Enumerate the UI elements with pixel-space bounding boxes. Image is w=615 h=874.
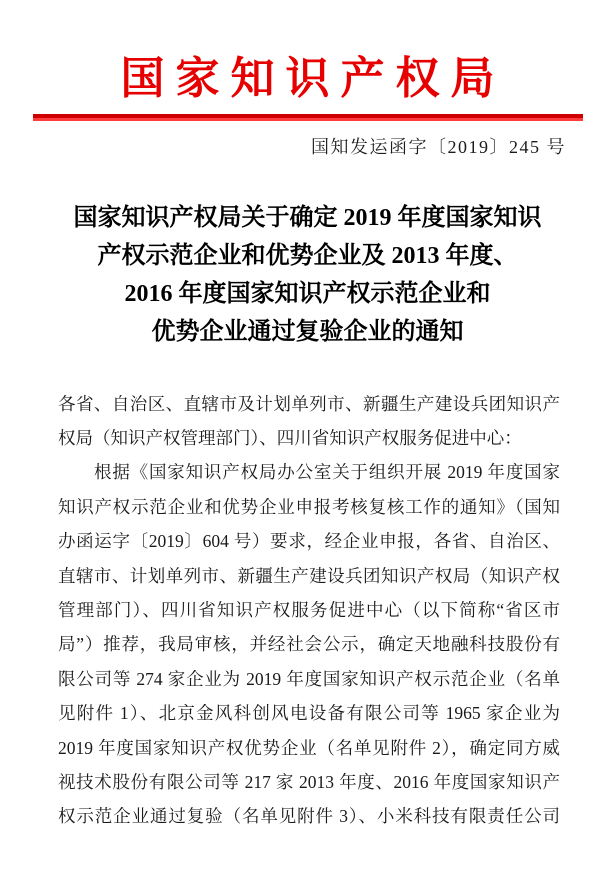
notice-title-line: 2016 年度国家知识产权示范企业和 — [124, 280, 491, 307]
body-text-line: 知识产权示范企业和优势企业申报考核复核工作的通知》（国知 — [58, 496, 560, 517]
notice-body — [58, 387, 560, 834]
document-reference-number: 国知发运函字〔2019〕245 号 — [311, 136, 566, 157]
body-text-line: 办函运字〔2019〕604 号）要求，经企业申报，各省、自治区、 — [58, 531, 560, 552]
notice-title-line: 国家知识产权局关于确定 2019 年度国家知识 — [73, 204, 542, 231]
body-text-line: 管理部门）、四川省知识产权服务促进中心（以下简称“省区市 — [58, 600, 560, 621]
body-text-line: 2019 年度国家知识产权优势企业（名单见附件 2），确定同方威 — [58, 737, 560, 758]
body-text-line: 直辖市、计划单列市、新疆生产建设兵团知识产权局（知识产权 — [58, 565, 560, 586]
body-text-line: 视技术股份有限公司等 217 家 2013 年度、2016 年度国家知识产 — [58, 772, 560, 793]
notice-title-line: 优势企业通过复验企业的通知 — [151, 318, 464, 345]
body-text-line: 权局（知识产权管理部门）、四川省知识产权服务促进中心： — [58, 428, 522, 448]
body-text-line: 根据《国家知识产权局办公室关于组织开展 2019 年度国家 — [94, 462, 560, 483]
body-text-line: 限公司等 274 家企业为 2019 年度国家知识产权示范企业（名单 — [58, 668, 560, 689]
body-text-line: 局”）推荐，我局审核，并经社会公示，确定天地融科技股份有 — [58, 634, 560, 655]
body-text-line: 权示范企业通过复验（名单见附件 3）、小米科技有限责任公司 — [58, 806, 560, 827]
notice-title — [0, 199, 615, 351]
notice-title-line: 产权示范企业和优势企业及 2013 年度、 — [97, 242, 518, 269]
body-text-line: 各省、自治区、直辖市及计划单列市、新疆生产建设兵团知识产 — [58, 393, 560, 414]
body-text-line: 见附件 1）、北京金风科创风电设备有限公司等 1965 家企业为 — [58, 703, 560, 724]
red-header-rule — [33, 114, 583, 121]
agency-red-header-title: 国家知识产权局 — [120, 54, 506, 103]
